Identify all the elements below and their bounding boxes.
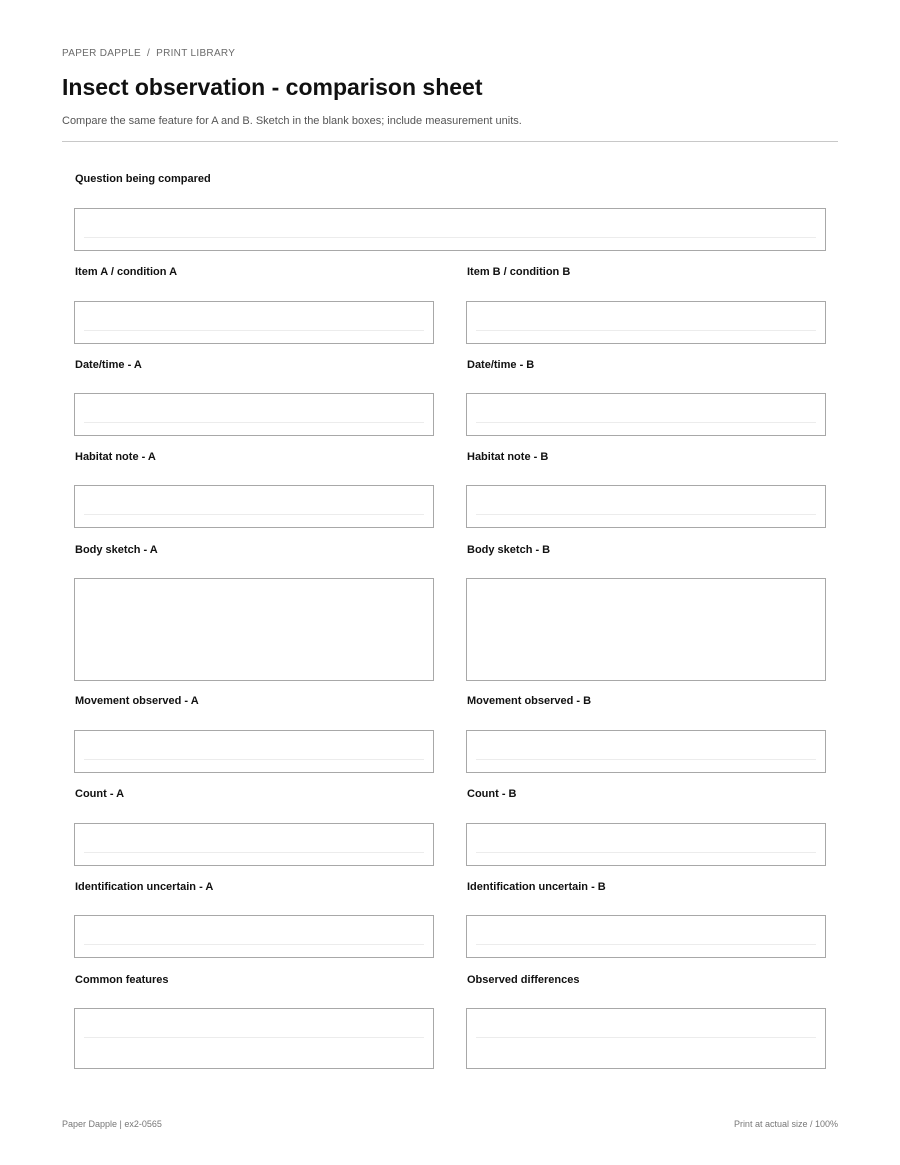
habitat-b-field[interactable] (466, 485, 826, 528)
common-features-field[interactable] (74, 1008, 434, 1069)
sketch-b-label: Body sketch - B (467, 544, 551, 556)
breadcrumb (62, 48, 235, 59)
date-b-field[interactable] (466, 393, 826, 436)
footer-print-note: Print at actual size / 100% (733, 1119, 838, 1129)
ident-a-label: Identification uncertain - A (75, 881, 214, 893)
writing-line (476, 422, 816, 423)
item-b-label: Item B / condition B (467, 266, 571, 278)
item-a-label: Item A / condition A (75, 266, 178, 278)
ident-b-field[interactable] (466, 915, 826, 958)
sketch-a-label: Body sketch - A (75, 544, 158, 556)
count-a-field[interactable] (74, 823, 434, 866)
item-b-field[interactable] (466, 301, 826, 344)
movement-a-label: Movement observed - A (75, 695, 199, 707)
writing-line (84, 1037, 424, 1038)
date-a-label: Date/time - A (75, 359, 142, 371)
question-field[interactable] (74, 208, 826, 251)
writing-line (84, 330, 424, 331)
habitat-a-label: Habitat note - A (75, 451, 156, 463)
writing-line (84, 759, 424, 760)
movement-b-label: Movement observed - B (467, 695, 592, 707)
writing-line (84, 237, 816, 238)
sketch-a-box[interactable] (74, 578, 434, 681)
count-a-label: Count - A (75, 788, 125, 800)
breadcrumb-item-library[interactable]: PRINT LIBRARY (156, 48, 236, 59)
writing-line (476, 852, 816, 853)
writing-line (84, 944, 424, 945)
writing-line (84, 852, 424, 853)
movement-a-field[interactable] (74, 730, 434, 773)
writing-line (84, 422, 424, 423)
count-b-label: Count - B (467, 788, 517, 800)
date-a-field[interactable] (74, 393, 434, 436)
writing-line (476, 944, 816, 945)
count-b-field[interactable] (466, 823, 826, 866)
ident-a-field[interactable] (74, 915, 434, 958)
habitat-b-label: Habitat note - B (467, 451, 549, 463)
ident-b-label: Identification uncertain - B (467, 881, 606, 893)
common-features-label: Common features (75, 974, 169, 986)
header-divider (62, 141, 838, 142)
footer-id: Paper Dapple | ex2-0565 (62, 1119, 162, 1129)
breadcrumb-item-site[interactable]: PAPER DAPPLE (62, 48, 142, 59)
movement-b-field[interactable] (466, 730, 826, 773)
page-title: Insect observation - comparison sheet (62, 74, 483, 100)
writing-line (476, 1037, 816, 1038)
writing-line (476, 514, 816, 515)
differences-label: Observed differences (467, 974, 580, 986)
habitat-a-field[interactable] (74, 485, 434, 528)
writing-line (84, 514, 424, 515)
writing-line (476, 759, 816, 760)
writing-line (476, 330, 816, 331)
breadcrumb-separator: / (147, 48, 151, 59)
item-a-field[interactable] (74, 301, 434, 344)
differences-field[interactable] (466, 1008, 826, 1069)
sketch-b-box[interactable] (466, 578, 826, 681)
question-label: Question being compared (75, 173, 211, 185)
page-subtitle: Compare the same feature for A and B. Sketch in the blank boxes; include measurement units. (62, 115, 522, 127)
date-b-label: Date/time - B (467, 359, 535, 371)
